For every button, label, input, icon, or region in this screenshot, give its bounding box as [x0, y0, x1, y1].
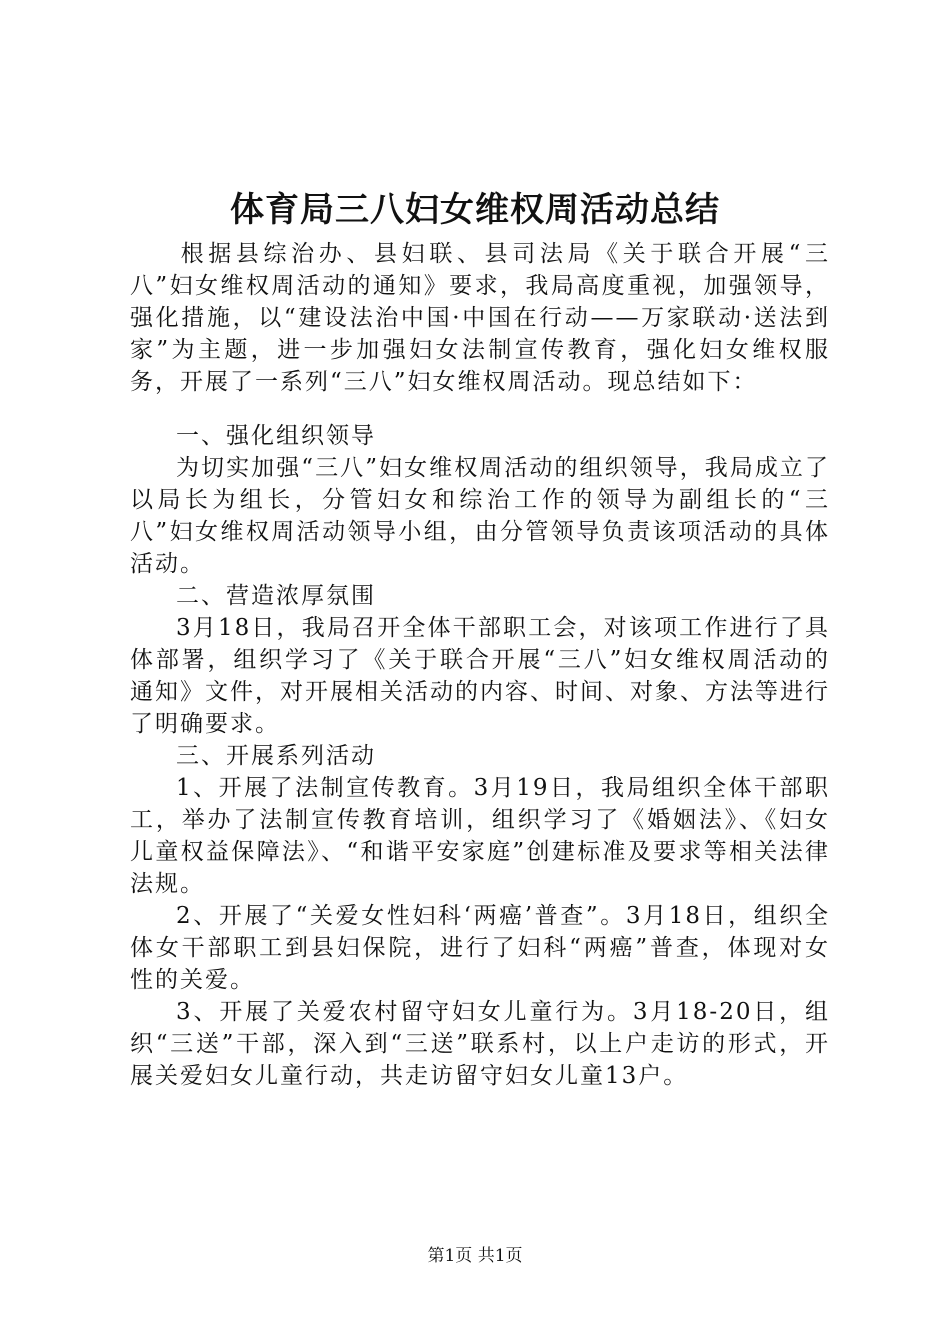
section-heading-3: 三、开展系列活动	[176, 743, 376, 769]
section-heading-2: 二、营造浓厚氛围	[176, 583, 376, 609]
section-2-paragraph: 3月18日，我局召开全体干部职工会，对该项工作进行了具体部署，组织学习了《关于联合开展“三八”妇女维权周活动的通知》文件，对开展相关活动的内容、时间、对象、方法等进行了明确要求。	[130, 615, 830, 737]
document-title: 体育局三八妇女维权周活动总结	[230, 190, 720, 230]
activity-item-1: 1、开展了法制宣传教育。3月19日，我局组织全体干部职工，举办了法制宣传教育培训，组织学习了《婚姻法》、《妇女儿童权益保障法》、“和谐平安家庭”创建标准及要求等相关法律法规。	[130, 775, 830, 897]
activity-item-2: 2、开展了“关爱女性妇科‘两癌’普查”。3月18日，组织全体女干部职工到县妇保院，进行了妇科“两癌”普查，体现对女性的关爱。	[130, 903, 830, 993]
intro-paragraph: 根据县综治办、县妇联、县司法局《关于联合开展“三八”妇女维权周活动的通知》要求，我局高度重视，加强领导，强化措施，以“建设法治中国·中国在行动——万家联动·送法到家”为主题，进一步加强妇女法制宣传教育，强化妇女维权服务，开展了一系列“三八”妇女维权周活动。现总结如下：	[130, 241, 830, 395]
activity-item-3: 3、开展了关爱农村留守妇女儿童行为。3月18-20日，组织“三送”干部，深入到“三送”联系村，以上户走访的形式，开展关爱妇女儿童行动，共走访留守妇女儿童13户。	[130, 999, 830, 1089]
page-number-footer: 第1页 共1页	[427, 1246, 523, 1266]
document-body	[130, 238, 830, 1092]
section-1-paragraph: 为切实加强“三八”妇女维权周活动的组织领导，我局成立了以局长为组长，分管妇女和综治工作的领导为副组长的“三八”妇女维权周活动领导小组，由分管领导负责该项活动的具体活动。	[130, 455, 830, 577]
section-heading-1: 一、强化组织领导	[176, 423, 376, 449]
